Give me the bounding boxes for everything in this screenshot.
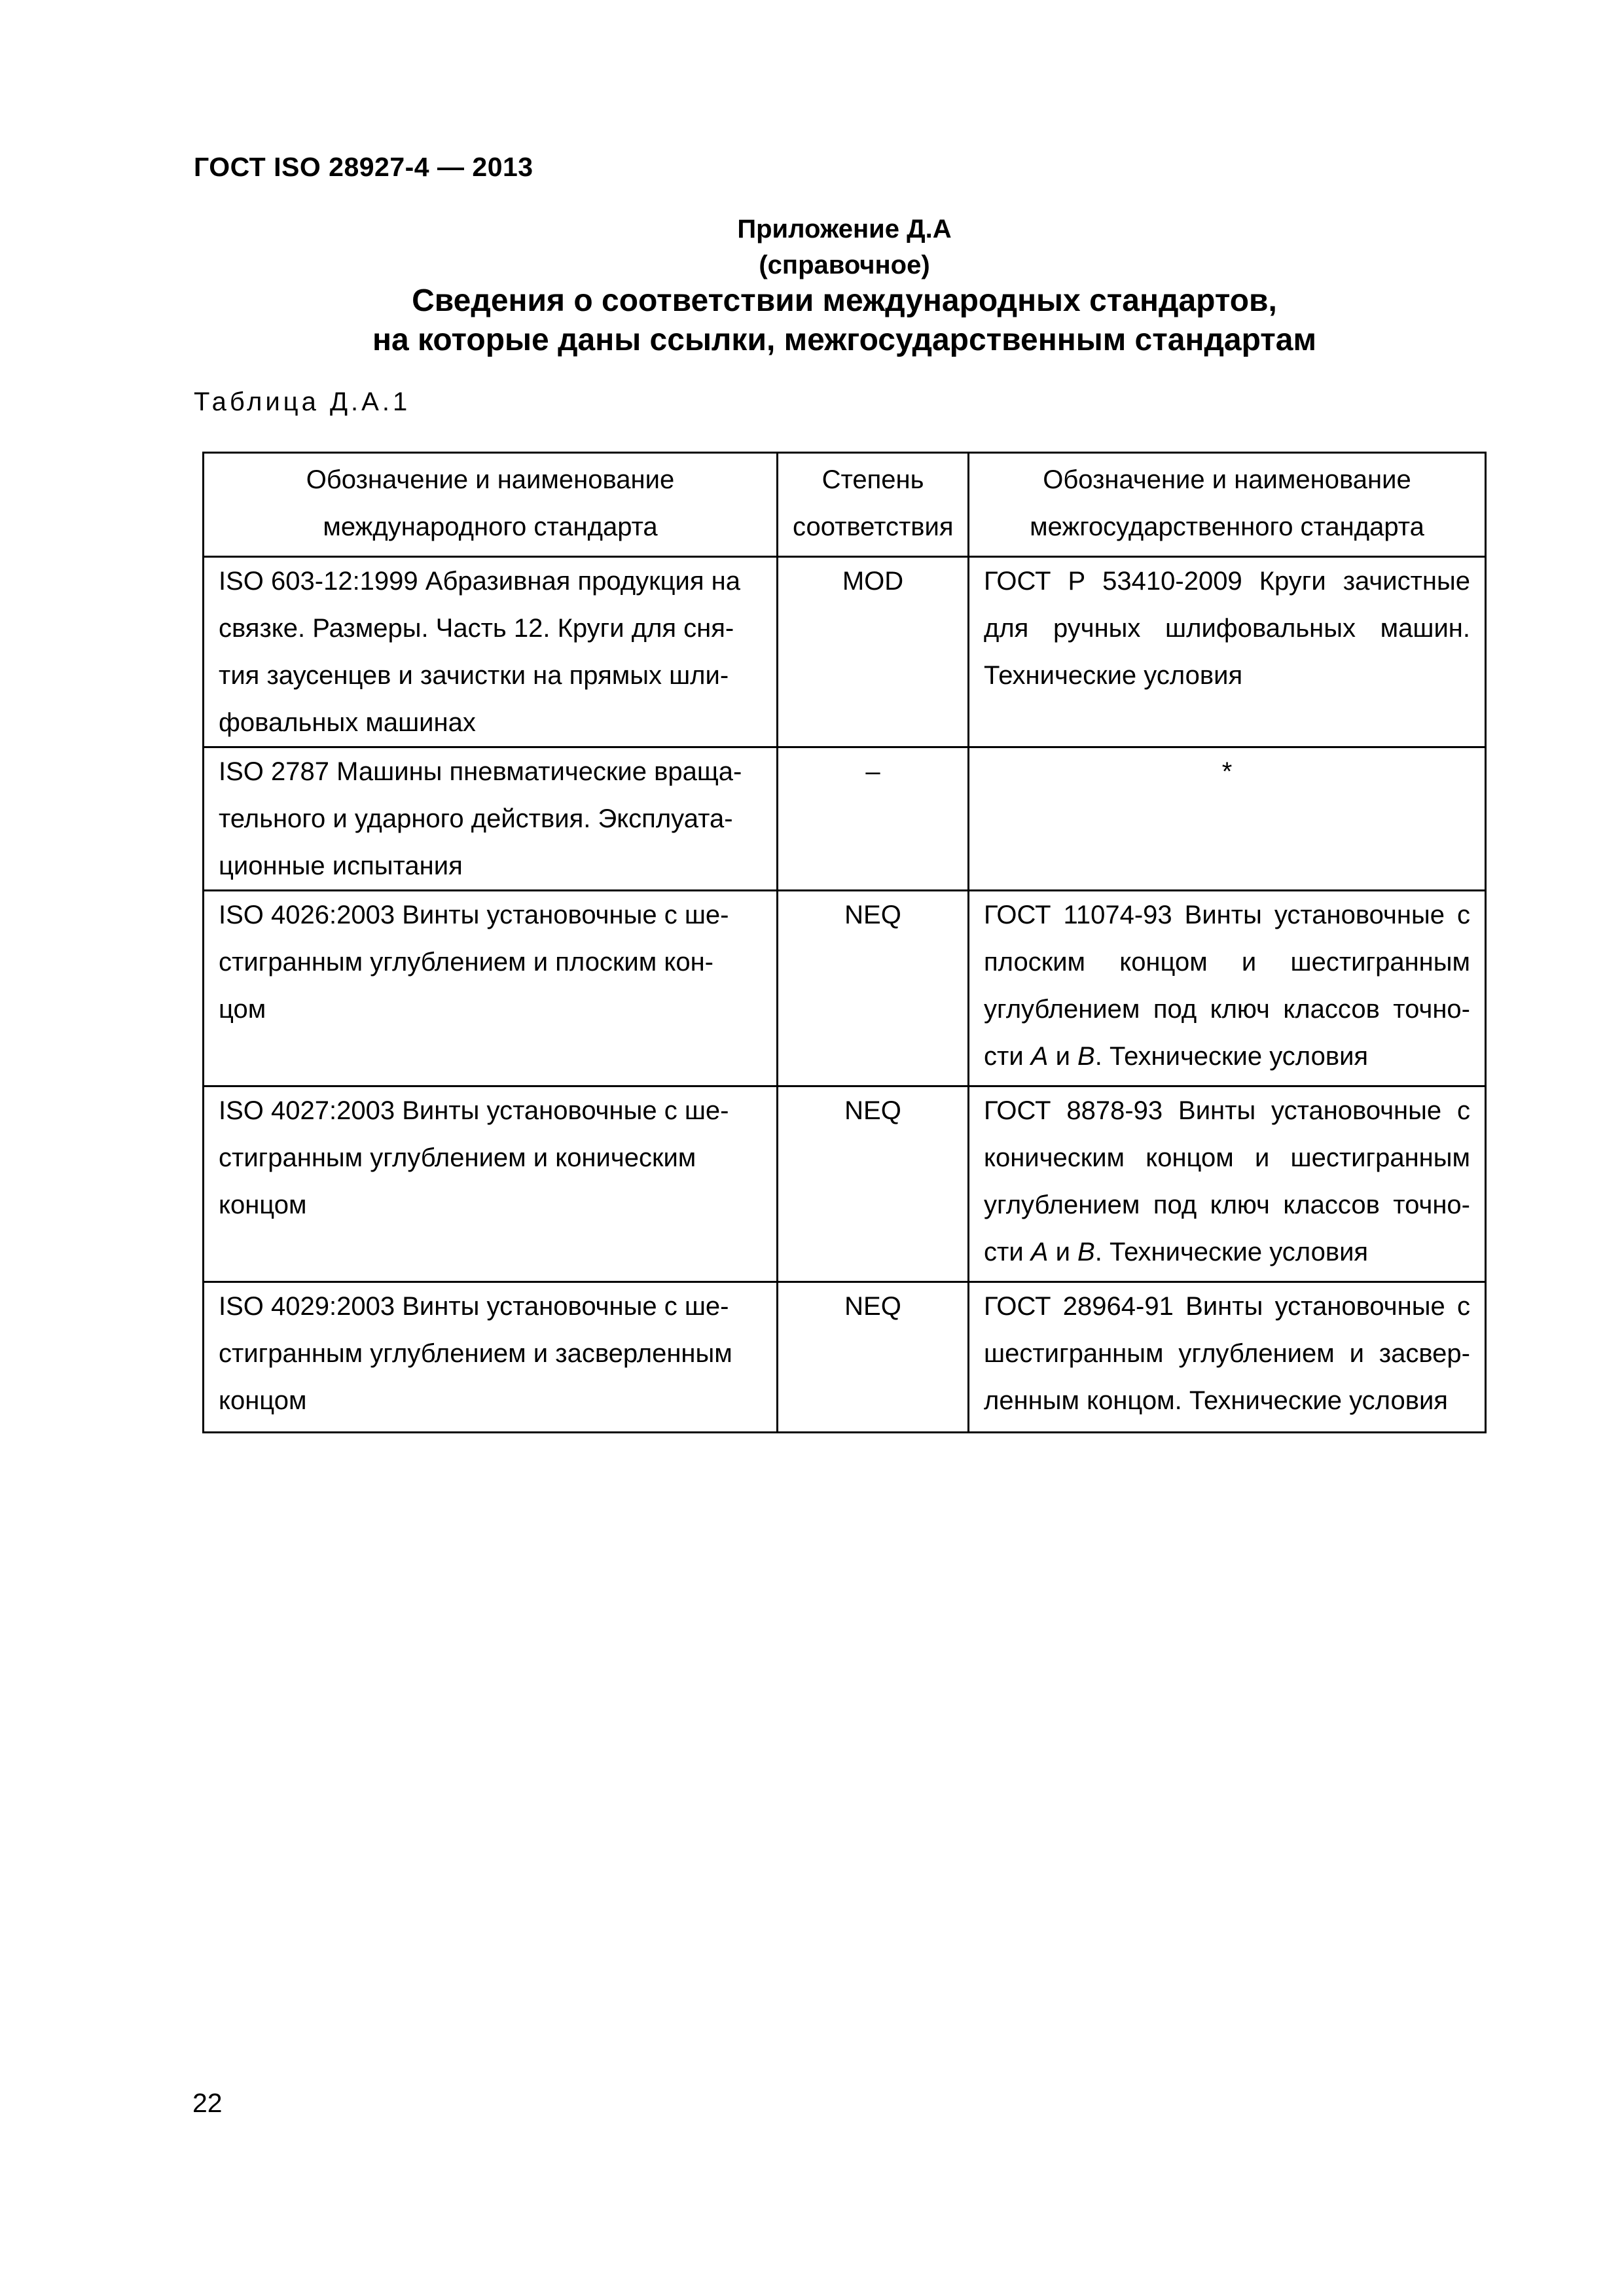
- interstate-standard-cell: *: [969, 747, 1486, 891]
- annex-subtitle: (справочное): [759, 251, 930, 279]
- annex-heading-line: Сведения о соответствии международных стандартов,: [412, 283, 1277, 318]
- column-header-interstate-standard: Обозначение и наименование межгосударственного стандарта: [969, 453, 1486, 557]
- table-row: [204, 747, 1486, 891]
- annex-heading: [196, 281, 1492, 360]
- table-row: [204, 1282, 1486, 1433]
- interstate-standard-tail: сти А и В. Технические условия: [984, 1238, 1369, 1266]
- degree-cell: NEQ: [778, 1086, 969, 1282]
- international-standard-cell: ISO 4029:2003 Винты установочные с ше- стигранным углублением и засверленным концом: [204, 1282, 778, 1433]
- annex-heading-line: на которые даны ссылки, межгосударственным стандартам: [372, 323, 1316, 357]
- column-header-degree: Степень соответствия: [778, 453, 969, 557]
- interstate-standard-cell: ГОСТ Р 53410-2009 Круги зачистные для ручных шлифовальных машин. Технические условия: [969, 557, 1486, 747]
- interstate-standard-tail: сти А и В. Технические условия: [984, 1042, 1369, 1071]
- page-number: 22: [192, 2088, 223, 2118]
- degree-cell: MOD: [778, 557, 969, 747]
- international-standard-cell: ISO 603-12:1999 Абразивная продукция на связке. Размеры. Часть 12. Круги для сня- тия заусенцев и зачистки на прямых шли- фовальных машинах: [204, 557, 778, 747]
- table-row: [204, 1086, 1486, 1282]
- international-standard-cell: ISO 4027:2003 Винты установочные с ше- стигранным углублением и коническим концом: [204, 1086, 778, 1282]
- column-header-international-standard: Обозначение и наименование международного стандарта: [204, 453, 778, 557]
- table-header-row: [204, 453, 1486, 557]
- document-code: ГОСТ ISO 28927-4 — 2013: [194, 152, 533, 182]
- international-standard-cell: ISO 2787 Машины пневматические враща- тельного и ударного действия. Эксплуата- ционные испытания: [204, 747, 778, 891]
- interstate-standard-cell: ГОСТ 8878-93 Винты установочные с коническим концом и шестигранным углублением под ключ классов точно- сти А и В. Технические условия: [969, 1086, 1486, 1282]
- annex-title: Приложение Д.А: [737, 215, 952, 243]
- degree-cell: NEQ: [778, 1282, 969, 1433]
- interstate-standard-cell: ГОСТ 11074-93 Винты установочные с плоским концом и шестигранным углублением под ключ классов точно- сти А и В. Технические условия: [969, 891, 1486, 1086]
- table-caption: Таблица Д.А.1: [194, 387, 411, 416]
- degree-cell: –: [778, 747, 969, 891]
- table-row: [204, 557, 1486, 747]
- correspondence-table: [202, 452, 1487, 1433]
- interstate-standard-cell: ГОСТ 28964-91 Винты установочные с шестигранным углублением и засвер- ленным концом. Технические условия: [969, 1282, 1486, 1433]
- international-standard-cell: ISO 4026:2003 Винты установочные с ше- стигранным углублением и плоским кон- цом: [204, 891, 778, 1086]
- degree-cell: NEQ: [778, 891, 969, 1086]
- table-row: [204, 891, 1486, 1086]
